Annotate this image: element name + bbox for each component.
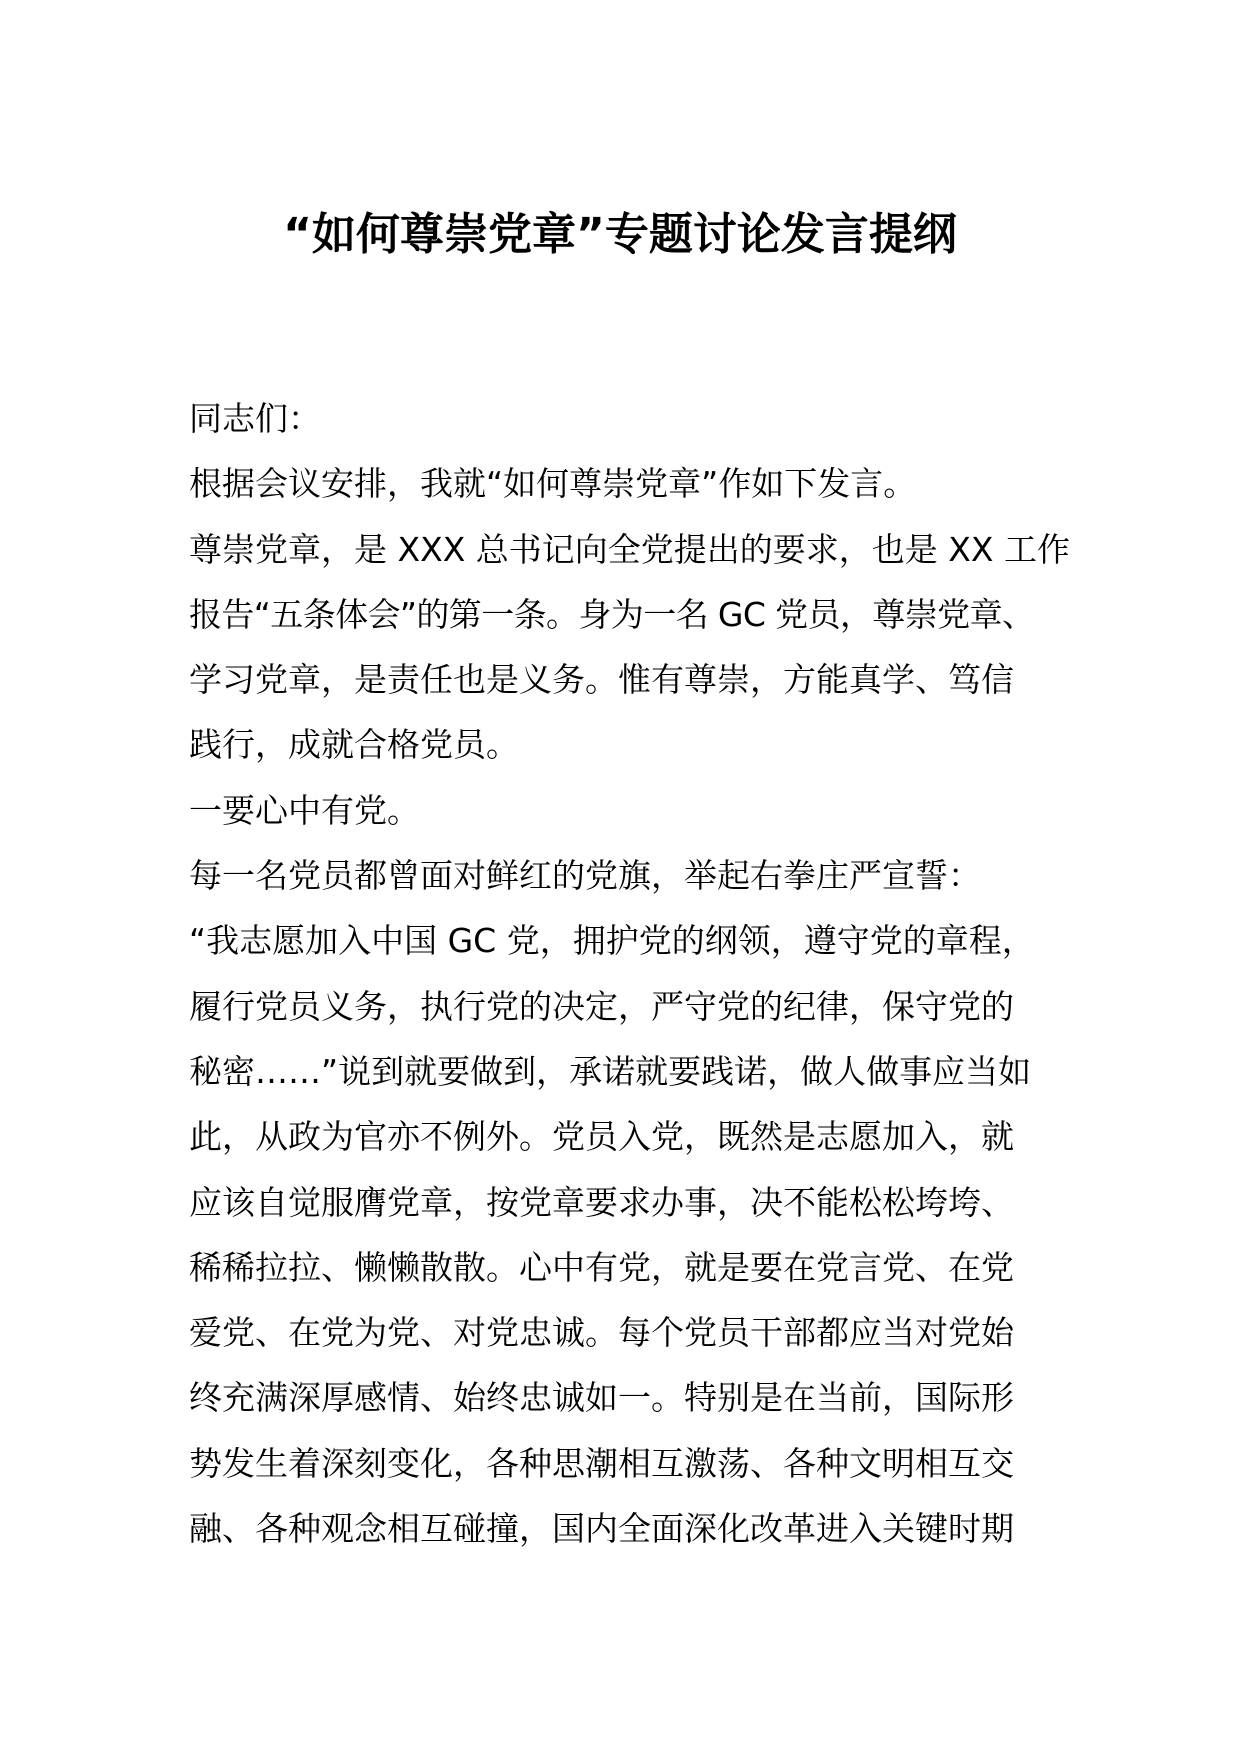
paragraph-line: 秘密……”说到就要做到，承诺就要践诺，做人做事应当如 bbox=[189, 1051, 1032, 1091]
paragraph-line: 履行党员义务，执行党的决定，严守党的纪律，保守党的 bbox=[189, 986, 1014, 1026]
document-title: “如何尊崇党章”专题讨论发言提纲 bbox=[283, 209, 957, 260]
paragraph-line: 尊崇党章，是 XXX 总书记向全党提出的要求，也是 XX 工作 bbox=[189, 529, 1070, 569]
paragraph-line: 学习党章，是责任也是义务。惟有尊崇，方能真学、笃信 bbox=[189, 660, 1014, 700]
paragraph-line: “我志愿加入中国 GC 党，拥护党的纲领，遵守党的章程， bbox=[189, 921, 1035, 961]
paragraph-line: 终充满深厚感情、始终忠诚如一。特别是在当前，国际形 bbox=[189, 1378, 1014, 1418]
paragraph-line: 融、各种观念相互碰撞，国内全面深化改革进入关键时期 bbox=[189, 1509, 1014, 1549]
paragraph-line: 践行，成就合格党员。 bbox=[189, 725, 519, 765]
document-body bbox=[189, 386, 1109, 1561]
paragraph-line: 根据会议安排，我就“如何尊崇党章”作如下发言。 bbox=[189, 464, 917, 504]
paragraph-line: 势发生着深刻变化，各种思潮相互激荡、各种文明相互交 bbox=[189, 1443, 1014, 1483]
paragraph-line: 此，从政为官亦不例外。党员入党，既然是志愿加入，就 bbox=[189, 1117, 1014, 1157]
paragraph-line: 应该自觉服膺党章，按党章要求办事，决不能松松垮垮、 bbox=[189, 1182, 1014, 1222]
paragraph-line: 一要心中有党。 bbox=[189, 790, 420, 830]
paragraph-line: 爱党、在党为党、对党忠诚。每个党员干部都应当对党始 bbox=[189, 1313, 1014, 1353]
paragraph-line: 每一名党员都曾面对鲜红的党旗，举起右拳庄严宣誓： bbox=[189, 856, 981, 896]
paragraph-line: 稀稀拉拉、懒懒散散。心中有党，就是要在党言党、在党 bbox=[189, 1247, 1014, 1287]
paragraph-line: 报告“五条体会”的第一条。身为一名 GC 党员，尊崇党章、 bbox=[189, 594, 1035, 634]
paragraph-line: 同志们： bbox=[189, 399, 321, 438]
